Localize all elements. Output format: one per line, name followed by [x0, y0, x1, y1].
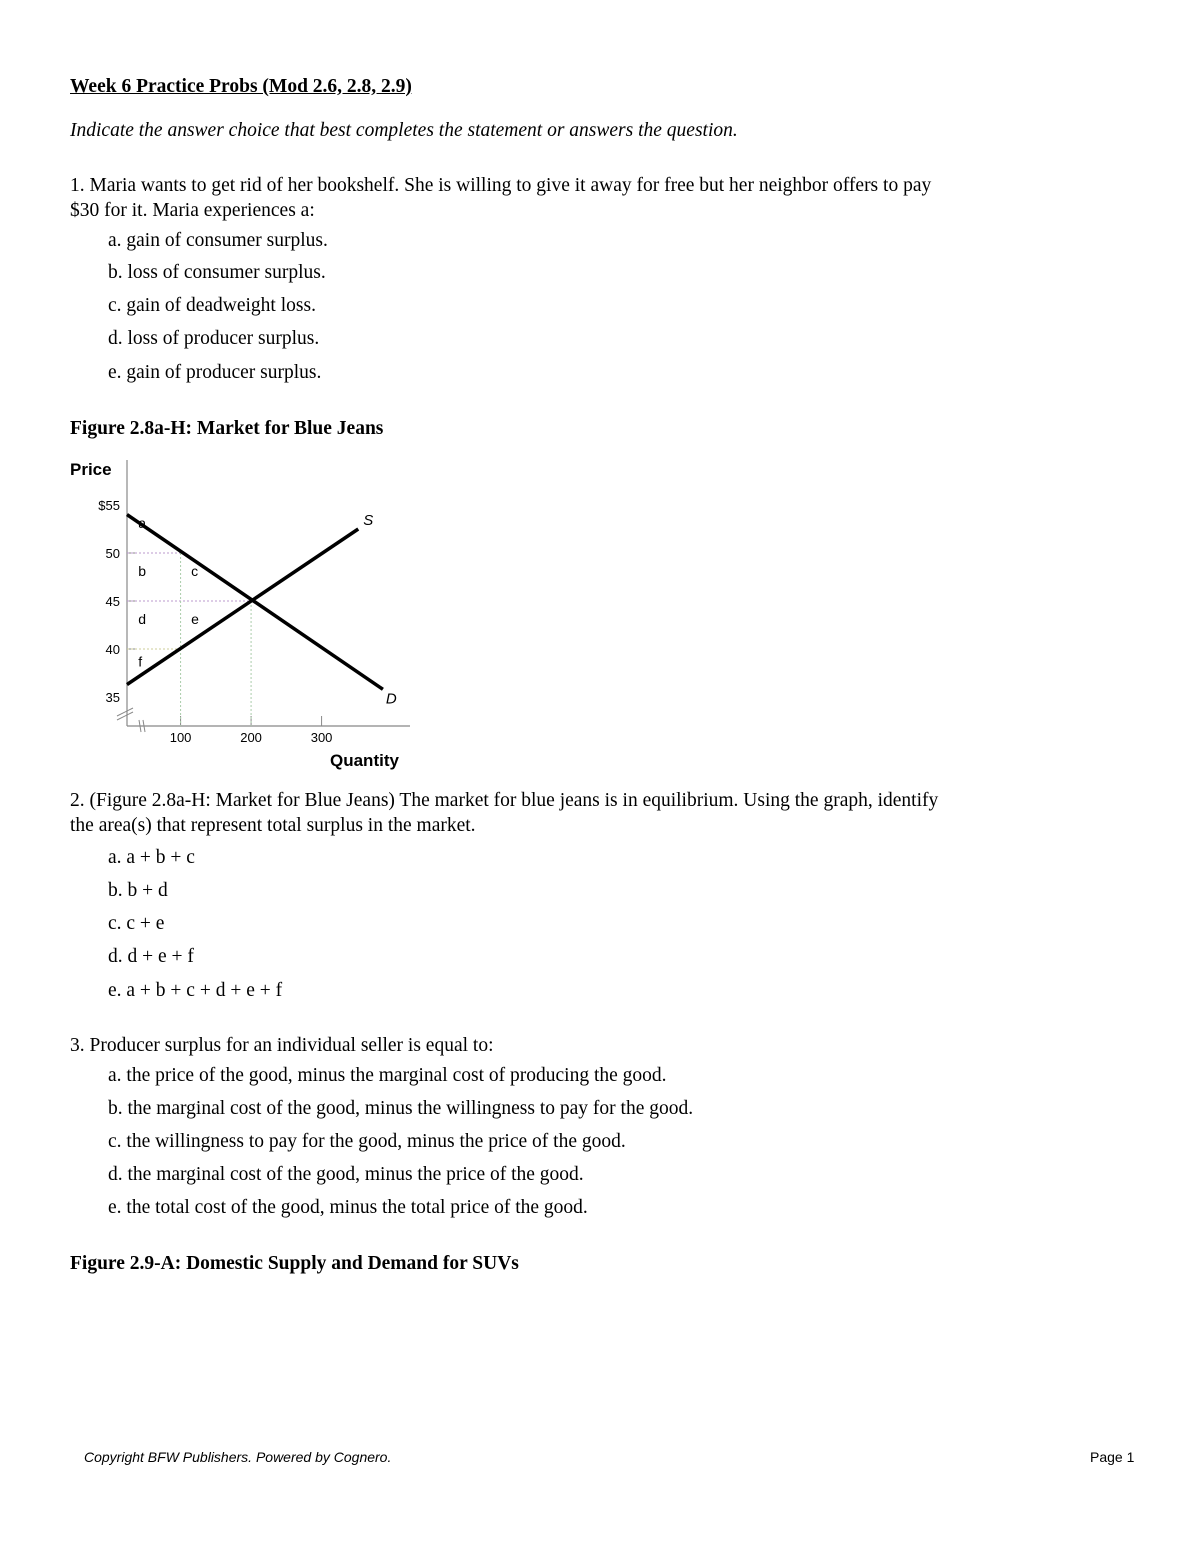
- area-label-b: b: [138, 563, 147, 580]
- area-label-f: f: [138, 653, 143, 670]
- area-label-d: d: [138, 611, 147, 628]
- axis-break: [117, 712, 133, 720]
- q2-text-1: 2. (Figure 2.8a-H: Market for Blue Jeans) The market for blue jeans is in equilibrium. Using the graph, identify: [70, 790, 939, 811]
- area-label-a: a: [138, 515, 147, 532]
- q2-option-a: a. a + b + c: [108, 847, 195, 868]
- q2-option-d: d. d + e + f: [108, 946, 194, 967]
- q2-option-c: c. c + e: [108, 913, 165, 934]
- x-tick-label: 100: [169, 730, 192, 745]
- blue-jeans-market-chart: [0, 450, 440, 780]
- q1-text-2: $30 for it. Maria experiences a:: [70, 200, 315, 221]
- y-tick-label: 50: [105, 546, 120, 561]
- x-axis-label: Quantity: [330, 751, 399, 770]
- q3-option-d: d. the marginal cost of the good, minus the price of the good.: [108, 1164, 584, 1185]
- q2-option-b: b. b + d: [108, 880, 168, 901]
- x-tick-label: 200: [240, 730, 262, 745]
- curve-D: [127, 515, 383, 690]
- figure-2-title: Figure 2.9-A: Domestic Supply and Demand for SUVs: [70, 1253, 519, 1274]
- q3-option-c: c. the willingness to pay for the good, minus the price of the good.: [108, 1131, 626, 1152]
- q2-option-e: e. a + b + c + d + e + f: [108, 980, 283, 1001]
- q1-option-a: a. gain of consumer surplus.: [108, 230, 328, 251]
- q2-text-2: the area(s) that represent total surplus in the market.: [70, 815, 476, 836]
- q1-option-d: d. loss of producer surplus.: [108, 328, 320, 349]
- instructions: Indicate the answer choice that best completes the statement or answers the question.: [70, 120, 738, 141]
- y-axis-label: Price: [70, 460, 112, 479]
- q1-text-1: 1. Maria wants to get rid of her bookshelf. She is willing to give it away for free but her neighbor offers to pay: [70, 175, 932, 196]
- figure-1-title: Figure 2.8a-H: Market for Blue Jeans: [70, 418, 384, 439]
- q1-option-c: c. gain of deadweight loss.: [108, 295, 316, 316]
- page-title: Week 6 Practice Probs (Mod 2.6, 2.8, 2.9): [70, 76, 412, 97]
- curve-label-D: D: [385, 690, 397, 708]
- curve-S: [127, 529, 358, 685]
- x-tick-label: 300: [310, 730, 333, 745]
- curve-label-S: S: [363, 512, 374, 529]
- q3-text: 3. Producer surplus for an individual seller is equal to:: [70, 1035, 494, 1056]
- area-label-c: c: [191, 563, 199, 580]
- area-label-e: e: [191, 611, 199, 628]
- footer-copyright: Copyright BFW Publishers. Powered by Cognero.: [84, 1449, 392, 1465]
- y-tick-label: 35: [105, 690, 120, 705]
- q1-option-b: b. loss of consumer surplus.: [108, 262, 326, 283]
- q1-option-e: e. gain of producer surplus.: [108, 362, 322, 383]
- q3-option-b: b. the marginal cost of the good, minus the willingness to pay for the good.: [108, 1098, 694, 1119]
- q3-option-a: a. the price of the good, minus the marginal cost of producing the good.: [108, 1065, 667, 1086]
- y-tick-label: 45: [105, 594, 120, 609]
- footer-page-number: Page 1: [1090, 1449, 1135, 1465]
- y-tick-label: 40: [105, 642, 120, 657]
- q3-option-e: e. the total cost of the good, minus the total price of the good.: [108, 1197, 588, 1218]
- y-tick-label: $55: [98, 498, 120, 513]
- axis-break: [117, 708, 133, 716]
